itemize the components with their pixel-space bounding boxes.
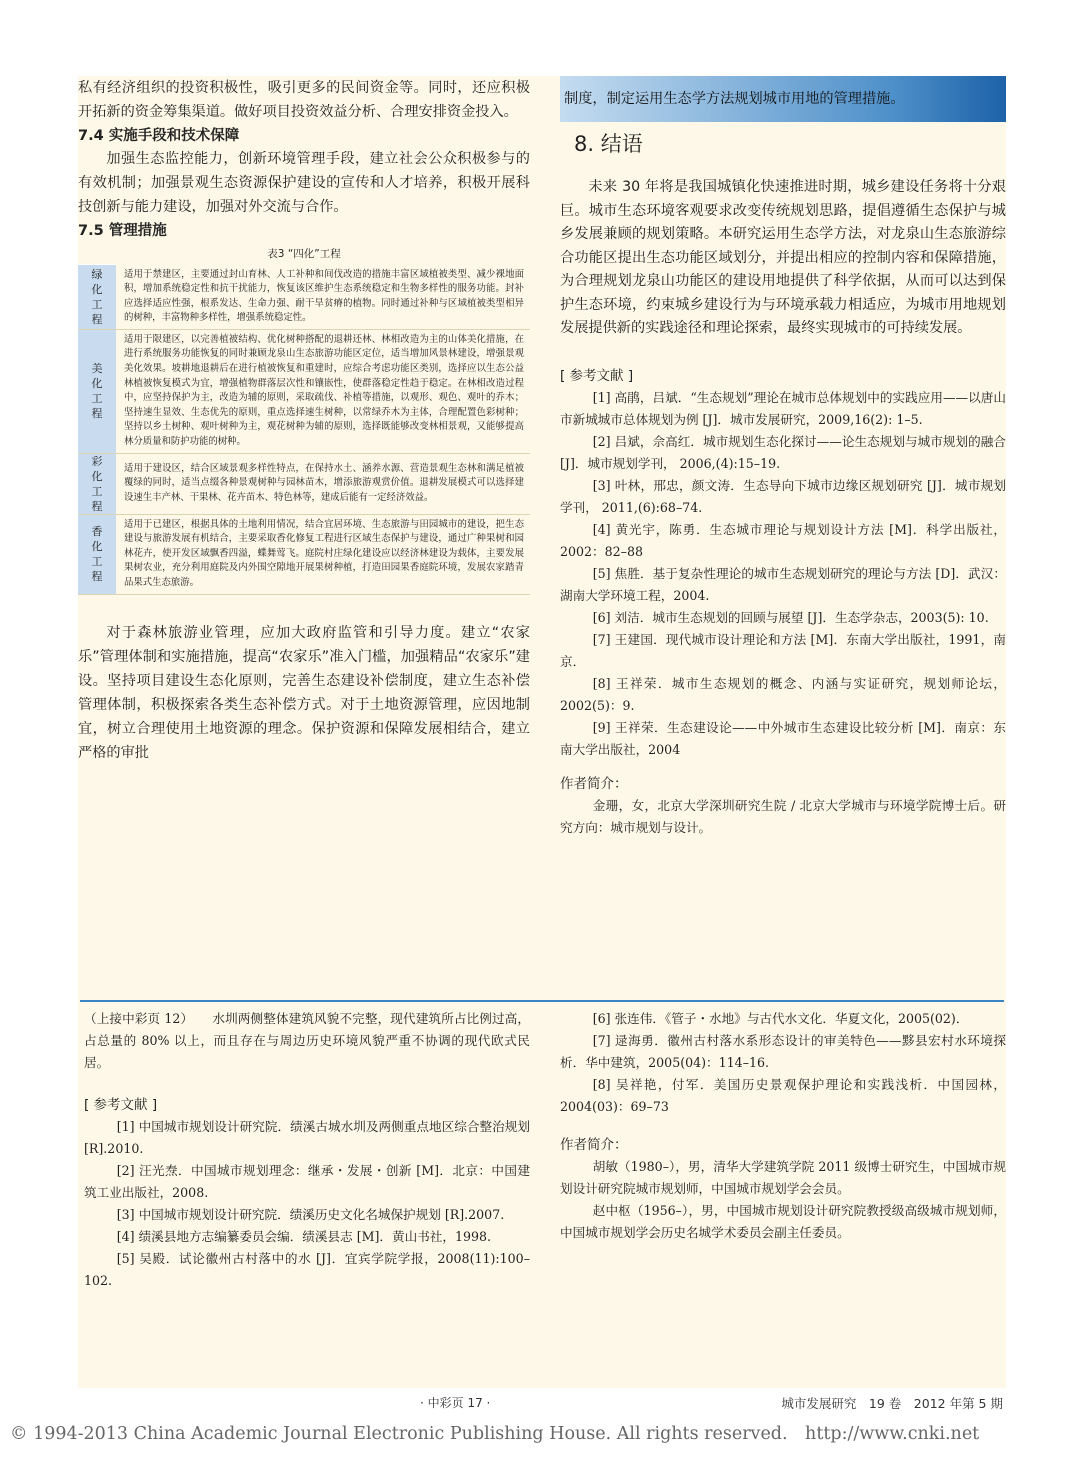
author-bio: 金珊，女，北京大学深圳研究生院 / 北京大学城市与环境学院博士后。研究方向：城市规划与设计。	[560, 797, 1006, 835]
section-heading: 8. 结语	[574, 132, 643, 156]
reference-item: [4] 绩溪县地方志编纂委员会编．绩溪县志 [M]．黄山书社，1998.	[116, 1229, 492, 1244]
row-description: 适用于建设区，结合区域景观多样性特点，在保持水土、涵养水源、营造景观生态林和满足植被覆绿的同时，适当点缀各种景观树种与园林苗木，增添旅游观赏价值。退耕发展模式可以选择建设速生丰产林、干果林、花卉苗木、特色林等，建成后能有一定经济效益。	[116, 453, 530, 514]
references-title: [ 参考文献 ]	[560, 367, 634, 384]
reference-item: [2] 汪光焘．中国城市规划理念：继承・发展・创新 [M]．北京：中国建筑工业出版社，2008.	[84, 1163, 530, 1200]
row-category: 彩化工程	[91, 454, 103, 513]
row-description: 适用于已建区，根据具体的土地利用情况，结合宜居环境、生态旅游与田园城市的建设，把生态建设与旅游发展有机结合，主要采取香化修复工程进行区域生态保护与建设，通过广种果树和园林花卉，使开发区域飘香四溢，蝶舞莺飞。庭院村庄绿化建设应以经济林建设为载体，主要发展果树农业，充分利用庭院及内外围空隙地开展果树种植，打造田园果香庭院环境，发展农家踏青品果式生态旅游。	[116, 514, 530, 594]
section-heading: 7.5 管理措施	[78, 223, 167, 239]
four-projects-table	[78, 264, 530, 595]
author-title: 作者简介：	[560, 775, 628, 792]
author-bio: 胡敏（1980–），男，清华大学建筑学院 2011 级博士研究生，中国城市规划设计研究院城市规划师，中国城市规划学会会员。	[560, 1159, 1006, 1196]
section-divider	[80, 1000, 1004, 1002]
paragraph: 未来 30 年将是我国城镇化快速推进时期，城乡建设任务将十分艰巨。城市生态环境客观要求改变传统规划思路，提倡遵循生态保护与城乡发展兼顾的规划策略。本研究运用生态学方法，对龙泉山生态旅游综合功能区提出生态功能区域划分，并提出相应的控制内容和保障措施，为合理规划龙泉山功能区的建设用地提供了科学依据，从而可以达到保护生态环境，约束城乡建设行为与环境承载力相适应，为城市用地规划发展提供新的实践途径和理论探索，最终实现城市的可持续发展。	[560, 179, 1006, 336]
reference-item: [6] 刘洁．城市生态规划的回顾与展望 [J]．生态学杂志，2003(5): 10.	[592, 609, 989, 625]
author-title: 作者简介：	[560, 1137, 628, 1153]
reference-list	[560, 387, 1006, 761]
left-column	[78, 76, 530, 765]
table-row	[78, 329, 530, 453]
continued-paragraph: （上接中彩页 12） 水圳两侧整体建筑风貌不完整，现代建筑所占比例过高，占总量的 80% 以上，而且存在与周边历史环境风貌严重不协调的现代欧式民居。	[84, 1011, 530, 1070]
author-bio: 赵中枢（1956–），男，中国城市规划设计研究院教授级高级城市规划师，中国城市规划学会历史名城学术委员会副主任委员。	[560, 1203, 1006, 1240]
table-row	[78, 265, 530, 330]
reference-item: [3] 叶林，邢忠，颜文涛．生态导向下城市边缘区规划研究 [J]．城市规划学刊， 2011,(6):68–74.	[560, 477, 1006, 515]
table-caption: 表3 “四化”工程	[267, 248, 341, 260]
copyright-line: © 1994-2013 China Academic Journal Electronic Publishing House. All rights reserved. http://www.cnki.net	[10, 1424, 980, 1444]
reference-item: [3] 中国城市规划设计研究院．绩溪历史文化名城保护规划 [R].2007.	[116, 1207, 505, 1222]
continuation-banner	[560, 76, 1006, 122]
row-description: 适用于限建区，以完善植被结构、优化树种搭配的退耕还林、林相改造为主的山体美化措施，在进行系统服务功能恢复的同时兼顾龙泉山生态旅游功能区定位，适当增加风景林建设，增强景观美化效果。坡耕地退耕后在进行植被恢复和重建时，应综合考虑功能区类别，选择应以生态公益林植被恢复模式为宜，增强植物群落层次性和镶嵌性，使群落稳定性趋于稳定。在林相改造过程中，应坚持保护为主，改造为辅的原则，采取疏伐、补植等措施，以观形、观色、观叶的乔木；坚持速生显效、生态优先的原则，重点选择速生树种，以常绿乔木为主体，合理配置色彩树种；坚持以乡土树种、观叶树种为主，观花树种为辅的原则，选择既能够改变林相景观，又能够提高林分质量和防护功能的树种。	[116, 329, 530, 453]
reference-item: [1] 中国城市规划设计研究院．绩溪古城水圳及两侧重点地区综合整治规划 [R].2010.	[84, 1119, 530, 1156]
reference-item: [6] 张连伟．《管子・水地》与古代水文化．华夏文化，2005(02)．	[592, 1011, 969, 1026]
reference-item: [9] 王祥荣．生态建设论——中外城市生态建设比较分析 [M]．南京：东南大学出版社，2004	[560, 719, 1006, 757]
reference-item: [2] 吕斌，佘高红．城市规划生态化探讨——论生态规划与城市规划的融合 [J]．城市规划学刊， 2006,(4):15–19.	[560, 433, 1006, 471]
bottom-left-column	[84, 1008, 530, 1292]
row-category: 绿化工程	[91, 267, 103, 326]
paragraph: 私有经济组织的投资积极性，吸引更多的民间资金等。同时，还应积极开拓新的资金筹集渠道。做好项目投资效益分析、合理安排资金投入。	[78, 80, 530, 120]
reference-item: [5] 焦胜．基于复杂性理论的城市生态规划研究的理论与方法 [D]．武汉：湖南大学环境工程，2004.	[560, 565, 1006, 603]
banner-text: 制度，制定运用生态学方法规划城市用地的管理措施。	[564, 91, 905, 107]
reference-item: [7] 王建国．现代城市设计理论和方法 [M]．东南大学出版社，1991，南京．	[560, 631, 1006, 669]
bottom-right-column	[560, 1008, 1006, 1244]
page	[78, 76, 1006, 1388]
reference-item: [7] 逯海勇．徽州古村落水系形态设计的审美特色——黟县宏村水环境探析．华中建筑，2005(04)：114–16.	[560, 1033, 1006, 1070]
paragraph: 加强生态监控能力，创新环境管理手段，建立社会公众积极参与的有效机制；加强景观生态资源保护建设的宣传和人才培养，积极开展科技创新与能力建设，加强对外交流与合作。	[78, 151, 530, 215]
section-heading: 7.4 实施手段和技术保障	[78, 128, 240, 144]
references-title: [ 参考文献 ]	[84, 1097, 158, 1113]
reference-item: [5] 吴殿．试论徽州古村落中的水 [J]．宜宾学院学报，2008(11):100–102.	[84, 1251, 530, 1288]
row-category: 美化工程	[91, 362, 103, 421]
row-description: 适用于禁建区，主要通过封山育林、人工补种和间伐改造的措施丰富区域植被类型、减少裸地面积，增加系统稳定性和抗干扰能力，恢复该区维护生态系统稳定和生物多样性的服务功能。封补应选择适应性强，根系发达、生命力强、耐干旱贫瘠的植物。同时通过补种与区域植被类型相异的树种，丰富物种多样性，增强系统稳定性。	[116, 265, 530, 330]
table-row	[78, 514, 530, 594]
row-category: 香化工程	[91, 525, 103, 584]
reference-item: [4] 黄光宇，陈勇．生态城市理论与规划设计方法 [M]．科学出版社，2002：82–88	[560, 521, 1006, 559]
reference-item: [1] 高鹃，吕斌．“生态规划”理论在城市总体规划中的实践应用——以唐山市新城城市总体规划为例 [J]．城市发展研究，2009,16(2): 1–5.	[560, 389, 1006, 427]
page-number: · 中彩页 17 ·	[420, 1396, 491, 1410]
journal-info: 城市发展研究 19 卷 2012 年第 5 期	[781, 1396, 1003, 1411]
reference-item: [8] 吴祥艳，付军．美国历史景观保护理论和实践浅析．中国园林，2004(03)：69–73	[560, 1077, 1006, 1114]
table-row	[78, 453, 530, 514]
reference-item: [8] 王祥荣．城市生态规划的概念、内涵与实证研究，规划师论坛，2002(5)：9.	[560, 675, 1006, 713]
paragraph: 对于森林旅游业管理，应加大政府监管和引导力度。建立“农家乐”管理体制和实施措施，提高“农家乐”准入门槛，加强精品“农家乐”建设。坚持项目建设生态化原则，完善生态建设补偿制度，建立生态补偿管理体制，积极探索各类生态补偿方式。对于土地资源管理，应因地制宜，树立合理使用土地资源的理念。保护资源和保障发展相结合，建立严格的审批	[78, 624, 530, 761]
